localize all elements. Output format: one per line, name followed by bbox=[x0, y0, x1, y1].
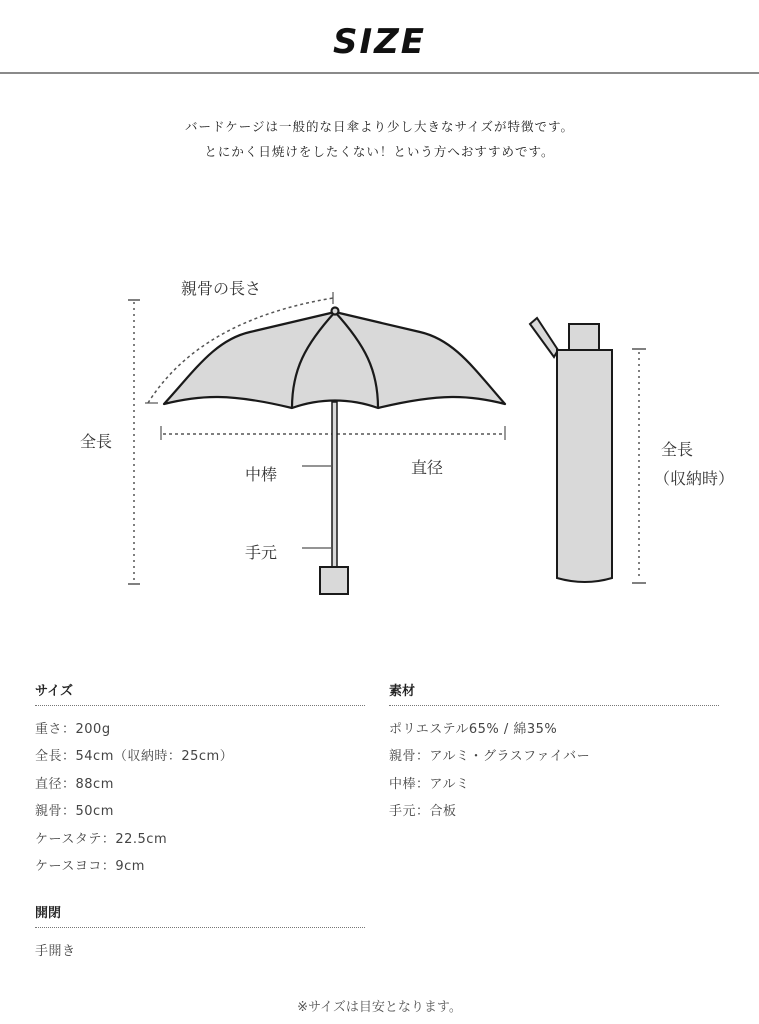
folded-umbrella bbox=[530, 318, 612, 582]
total-length-dimension bbox=[128, 300, 140, 584]
folded-length-label-line2: （収納時） bbox=[654, 469, 735, 488]
material-item-shaft: 中棒：アルミ bbox=[389, 776, 470, 792]
spec-item-case-height: ケースタテ：22.5cm bbox=[35, 831, 168, 847]
opening-item-manual: 手開き bbox=[35, 944, 76, 959]
total-length-label: 全長 bbox=[80, 432, 113, 451]
intro-line-1: バードケージは一般的な日傘より少し大きなサイズが特徴です。 bbox=[184, 119, 574, 134]
intro-line-2: とにかく日焼けをしたくない！という方へおすすめです。 bbox=[204, 144, 555, 159]
spec-item-diameter: 直径：88cm bbox=[35, 776, 114, 792]
opening-spec-list bbox=[35, 938, 365, 965]
spec-item-total-length: 全長：54cm（収納時：25cm） bbox=[35, 749, 234, 765]
size-disclaimer-note: ※サイズは目安となります。 bbox=[297, 1000, 462, 1015]
folded-length-label-line1: 全長 bbox=[661, 440, 694, 459]
size-spec-section bbox=[35, 680, 365, 880]
opening-section-title: 開閉 bbox=[35, 902, 365, 928]
intro-text bbox=[0, 114, 759, 164]
title-divider bbox=[0, 72, 759, 74]
size-section-title: サイズ bbox=[35, 680, 365, 706]
diameter-label: 直径 bbox=[411, 458, 444, 477]
handle-label: 手元 bbox=[245, 543, 278, 562]
umbrella-handle bbox=[320, 567, 348, 594]
umbrella-shaft bbox=[332, 402, 337, 570]
material-section-title: 素材 bbox=[389, 680, 719, 706]
material-item-rib: 親骨：アルミ・グラスファイバー bbox=[389, 749, 591, 765]
umbrella-size-diagram bbox=[0, 260, 759, 605]
material-spec-section bbox=[389, 680, 719, 826]
spec-item-weight: 重さ：200g bbox=[35, 722, 111, 737]
spec-item-case-width: ケースヨコ：9cm bbox=[35, 859, 145, 875]
opening-spec-section bbox=[35, 902, 365, 965]
shaft-label: 中棒 bbox=[245, 465, 278, 484]
size-spec-list bbox=[35, 716, 365, 880]
umbrella-canopy bbox=[164, 308, 505, 409]
material-item-handle: 手元：合板 bbox=[389, 804, 457, 820]
rib-length-label: 親骨の長さ bbox=[181, 279, 262, 298]
material-item-fabric: ポリエステル65% / 綿35% bbox=[389, 722, 558, 737]
folded-length-dimension bbox=[632, 349, 646, 583]
spec-item-rib: 親骨：50cm bbox=[35, 804, 114, 820]
page-title: SIZE bbox=[332, 22, 427, 62]
material-spec-list bbox=[389, 716, 719, 826]
